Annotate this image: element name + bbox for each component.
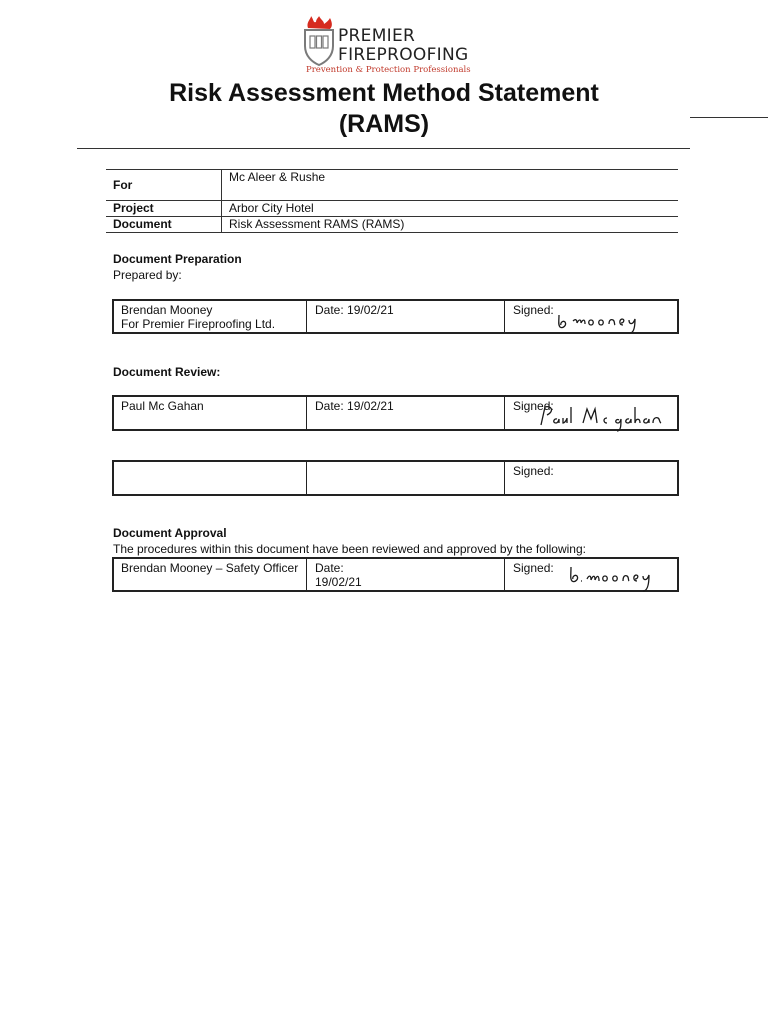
preparation-signed-cell bbox=[505, 301, 677, 332]
logo-text-fireproofing: FIREPROOFING bbox=[338, 45, 469, 65]
document-info-table bbox=[106, 169, 678, 233]
logo-tagline: Prevention & Protection Professionals bbox=[306, 65, 471, 75]
reviewer-name-empty bbox=[114, 462, 307, 494]
approval-signed-cell bbox=[505, 559, 677, 590]
review-heading: Document Review: bbox=[113, 365, 221, 379]
signature-paul-mc-gahan bbox=[535, 401, 685, 433]
document-label: Document bbox=[106, 217, 222, 233]
margin-line bbox=[690, 117, 768, 118]
reviewer-name: Paul Mc Gahan bbox=[114, 397, 307, 429]
for-value: Mc Aleer & Rushe bbox=[222, 170, 679, 201]
signed-label: Signed: bbox=[513, 303, 554, 317]
signed-label: Signed: bbox=[513, 464, 554, 478]
signature-b-mooney-approval bbox=[567, 561, 657, 593]
approval-date-value: 19/02/21 bbox=[315, 575, 362, 589]
preparer-cell bbox=[114, 301, 307, 332]
project-value: Arbor City Hotel bbox=[222, 201, 679, 217]
approval-date-label: Date: bbox=[315, 561, 344, 575]
title-divider bbox=[77, 148, 690, 149]
review-signoff-row-1 bbox=[112, 395, 679, 431]
signed-label: Signed: bbox=[513, 561, 554, 575]
review-date-empty bbox=[307, 462, 505, 494]
approval-date-cell bbox=[307, 559, 505, 590]
preparation-heading: Document Preparation bbox=[113, 252, 242, 266]
project-label: Project bbox=[106, 201, 222, 217]
review-signed-cell bbox=[505, 397, 677, 429]
review-signoff-row-2 bbox=[112, 460, 679, 496]
approval-signoff-row bbox=[112, 557, 679, 592]
logo-text-premier: PREMIER bbox=[338, 26, 416, 46]
approval-description: The procedures within this document have been reviewed and approved by the following: bbox=[113, 542, 586, 556]
prepared-by-label: Prepared by: bbox=[113, 268, 182, 282]
for-label: For bbox=[106, 170, 222, 201]
preparer-company: For Premier Fireproofing Ltd. bbox=[121, 317, 276, 331]
approver-name: Brendan Mooney – Safety Officer bbox=[114, 559, 307, 590]
preparer-name: Brendan Mooney bbox=[121, 303, 213, 317]
document-value: Risk Assessment RAMS (RAMS) bbox=[222, 217, 679, 233]
signature-b-mooney bbox=[555, 303, 655, 333]
preparation-signoff-row bbox=[112, 299, 679, 334]
fire-shield-logo-icon bbox=[302, 16, 336, 68]
signed-label: Signed: bbox=[513, 399, 554, 413]
preparation-date: Date: 19/02/21 bbox=[307, 301, 505, 332]
approval-heading: Document Approval bbox=[113, 526, 227, 540]
document-title-line2: (RAMS) bbox=[338, 110, 430, 138]
review-date: Date: 19/02/21 bbox=[307, 397, 505, 429]
company-logo bbox=[300, 14, 475, 76]
review-signed-cell-empty bbox=[505, 462, 677, 494]
document-title-line1: Risk Assessment Method Statement bbox=[169, 79, 599, 107]
